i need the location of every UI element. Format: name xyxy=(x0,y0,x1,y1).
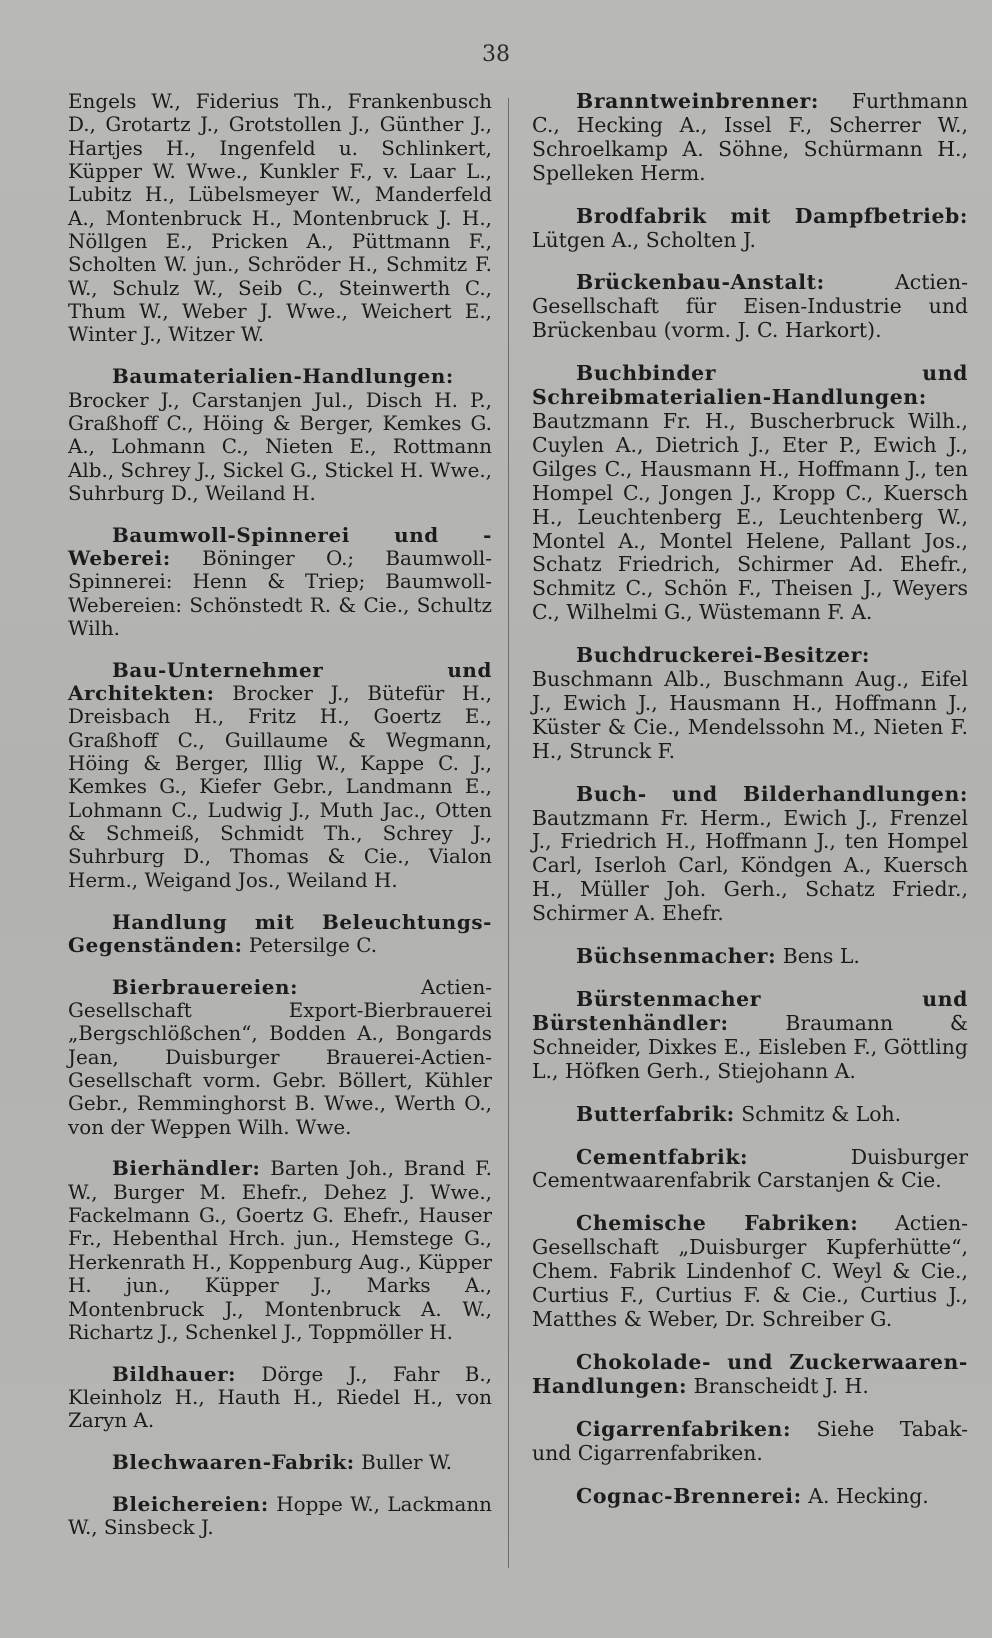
entry-names: Hoppe W., Lackmann W., Sinsbeck J. xyxy=(68,1492,492,1540)
entry-heading: Chokolade- und Zuckerwaaren-Handlungen: xyxy=(532,1349,968,1398)
directory-entry xyxy=(532,362,968,625)
entry-heading: Bürstenmacher und Bürstenhändler: xyxy=(532,987,968,1035)
entry-names: Actien-Gesellschaft für Eisen-Industrie und Brückenbau (vorm. J. C. Harkort). xyxy=(532,270,968,343)
directory-entry xyxy=(532,644,968,764)
directory-entry xyxy=(532,271,968,343)
entry-heading: Chemische Fabriken: xyxy=(576,1211,859,1236)
entry-names: Branscheidt J. H. xyxy=(693,1373,869,1398)
directory-entry xyxy=(532,945,968,969)
entry-heading: Branntweinbrenner: xyxy=(576,89,820,113)
entry-heading: Buchbinder und Schreibmaterialien-Handlungen: xyxy=(532,361,968,410)
entry-names: Lütgen A., Scholten J. xyxy=(532,227,757,252)
entry-names: Duisburger Cementwaarenfabrik Carstanjen & Cie. xyxy=(532,1144,968,1193)
directory-entry xyxy=(68,90,492,347)
directory-entry xyxy=(68,1157,492,1344)
entry-heading: Handlung mit Beleuchtungs-Gegenständen: xyxy=(68,909,492,957)
entry-names: Furthmann C., Hecking A., Issel F., Scherrer W., Schroelkamp A. Söhne, Schürmann H., Spelleken Herm. xyxy=(532,89,968,185)
directory-entry xyxy=(68,1493,492,1540)
entry-names: Buschmann Alb., Buschmann Aug., Eifel J., Ewich J., Hausmann H., Hoffmann J., Küster & Cie., Mendelssohn M., Nieten F. H., Strunck F. xyxy=(532,667,968,763)
entry-names: Engels W., Fiderius Th., Frankenbusch D., Grotartz J., Grotstollen J., Günther J., Hartjes H., Ingenfeld u. Schlinkert, Küpper W. Wwe., Kunkler F., v. Laar L., Lubitz H., Lübelsmeyer W., Manderfeld A., Montenbruck H., Montenbruck J. H., Nöllgen E., Pricken A., Püttmann F., Scholten W. jun., Schröder H., Schmitz F. W., Schulz W., Seib C., Steinwerth C., Thum W., Weber J. Wwe., Weichert E., Winter J., Witzer W. xyxy=(68,90,492,347)
entry-heading: Bildhauer: xyxy=(112,1361,237,1386)
entry-names: Brocker J., Bütefür H., Dreisbach H., Fritz H., Goertz E., Graßhoff C., Guillaume & Wegmann, Höing & Berger, Illig W., Kappe C. J., Kemkes G., Kiefer Gebr., Landmann E., Lohmann C., Ludwig J., Muth Jac., Otten & Schmeiß, Schmidt Th., Schrey J., Suhrburg D., Thomas & Cie., Vialon Herm., Weigand Jos., Weiland H. xyxy=(68,682,492,892)
directory-entry xyxy=(532,205,968,253)
entry-names: Bautzmann Fr. Herm., Ewich J., Frenzel J., Friedrich H., Hoffmann J., ten Hompel Carl, Iserloh Carl, Köndgen A., Kuersch H., Müller Joh. Gerh., Schatz Friedr., Schirmer A. Ehefr. xyxy=(532,805,968,926)
column-divider xyxy=(508,98,509,1568)
directory-entry xyxy=(532,1485,968,1509)
entry-names: Buller W. xyxy=(361,1451,453,1474)
directory-entry xyxy=(532,783,968,926)
entry-heading: Bau-Unternehmer und Architekten: xyxy=(68,657,492,706)
directory-entry xyxy=(532,1103,968,1127)
directory-entry xyxy=(532,988,968,1084)
entry-names: Böninger O.; Baumwoll-Spinnerei: Henn & Triep; Baumwoll-Webereien: Schönstedt R. & Cie., Schultz Wilh. xyxy=(68,546,492,640)
directory-entry xyxy=(532,90,968,186)
entry-heading: Butterfabrik: xyxy=(576,1101,735,1126)
entry-heading: Cementfabrik: xyxy=(576,1144,749,1169)
entry-heading: Buchdruckerei-Besitzer: xyxy=(576,643,871,668)
directory-entry xyxy=(68,1451,492,1474)
directory-entry xyxy=(532,1351,968,1399)
entry-heading: Bierhändler: xyxy=(112,1156,261,1181)
entry-names: Siehe Tabak- und Cigarrenfabriken. xyxy=(532,1416,968,1465)
entry-names: Dörge J., Fahr B., Kleinholz H., Hauth H., Riedel H., von Zaryn A. xyxy=(68,1362,492,1433)
entry-names: Petersilge C. xyxy=(248,933,378,957)
entry-heading: Brodfabrik mit Dampfbetrieb: xyxy=(576,203,968,228)
entry-names: Barten Joh., Brand F. W., Burger M. Ehefr., Dehez J. Wwe., Fackelmann G., Goertz G. Ehefr., Hauser Fr., Hebenthal Hrch. jun., Hemstege G., Herkenrath H., Koppenburg Aug., Küpper H. jun., Küpper J., Marks A., Montenbruck J., Montenbruck A. W., Richartz J., Schenkel J., Toppmöller H. xyxy=(68,1157,493,1344)
entry-heading: Büchsenmacher: xyxy=(576,944,777,969)
directory-entry xyxy=(68,911,492,958)
page-number: 38 xyxy=(482,42,510,67)
entry-heading: Bierbrauereien: xyxy=(112,974,299,999)
entry-names: Bens L. xyxy=(782,944,860,969)
entry-names: Bautzmann Fr. H., Buscherbruck Wilh., Cuylen A., Dietrich J., Eter P., Ewich J., Gilges C., Hausmann H., Hoffmann J., ten Hompel C., Jongen J., Kropp C., Kuersch H., Leuchtenberg E., Leuchtenberg W., Montel A., Montel Helene, Pallant Jos., Schatz Friedrich, Schirmer Ad. Ehefr., Schmitz C., Schön F., Theisen J., Weyers C., Wilhelmi G., Wüstemann F. A. xyxy=(532,408,968,625)
entry-names: A. Hecking. xyxy=(808,1483,929,1508)
entry-heading: Baumaterialien-Handlungen: xyxy=(112,364,454,389)
directory-entry xyxy=(68,524,492,641)
directory-entry xyxy=(532,1418,968,1466)
entry-names: Schmitz & Loh. xyxy=(741,1101,902,1126)
directory-entry xyxy=(68,365,492,505)
directory-entry xyxy=(532,1146,968,1194)
entry-names: Actien-Gesellschaft „Duisburger Kupferhütte“, Chem. Fabrik Lindenhof C. Weyl & Cie., Curtius F., Curtius F. & Cie., Curtius J., Matthes & Weber, Dr. Schreiber G. xyxy=(532,1211,968,1331)
entry-heading: Cognac-Brennerei: xyxy=(576,1483,802,1508)
right-column xyxy=(532,90,968,1527)
entry-heading: Blechwaaren-Fabrik: xyxy=(112,1450,355,1474)
entry-heading: Bleichereien: xyxy=(112,1491,269,1516)
entry-names: Actien-Gesellschaft Export-Bierbrauerei „Bergschlößchen“, Bodden A., Bongards Jean, Duisburger Brauerei-Actien-Gesellschaft vorm. Gebr. Böllert, Kühler Gebr., Remminghorst B. Wwe., Werth O., von der Weppen Wilh. Wwe. xyxy=(68,975,492,1139)
directory-entry xyxy=(532,1212,968,1332)
entry-heading: Baumwoll-Spinnerei und -Weberei: xyxy=(68,522,492,570)
entry-names: Brocker J., Carstanjen Jul., Disch H. P., Graßhoff C., Höing & Berger, Kemkes G. A., Lohmann C., Nieten E., Rottmann Alb., Schrey J., Sickel G., Stickel H. Wwe., Suhrburg D., Weiland H. xyxy=(68,388,492,505)
entry-heading: Cigarrenfabriken: xyxy=(576,1416,792,1441)
entry-heading: Buch- und Bilderhandlungen: xyxy=(576,781,968,806)
entry-heading: Brückenbau-Anstalt: xyxy=(576,270,825,295)
left-column xyxy=(68,90,492,1558)
directory-entry xyxy=(68,976,492,1139)
directory-entry xyxy=(68,1363,492,1433)
entry-names: Braumann & Schneider, Dixkes E., Eisleben F., Göttling L., Höfken Gerh., Stiejohann A. xyxy=(532,1010,968,1083)
directory-entry xyxy=(68,659,492,892)
